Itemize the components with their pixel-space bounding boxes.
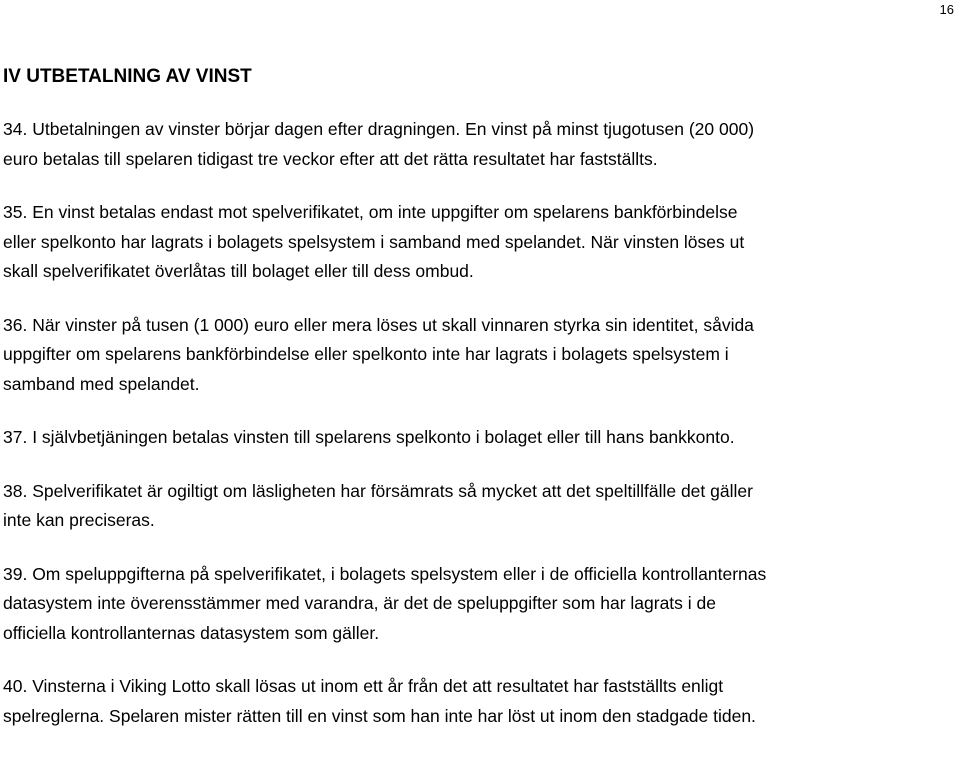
paragraph-35 [3,198,959,287]
paragraph-38 [3,477,959,536]
paragraph-line: eller spelkonto har lagrats i bolagets spelsystem i samband med spelandet. När vinsten löses ut [3,231,745,252]
paragraph-line: 34. Utbetalningen av vinster börjar dagen efter dragningen. En vinst på minst tjugotusen (20 000) [3,119,755,139]
paragraph-line: spelreglerna. Spelaren mister rätten till en vinst som han inte har löst ut inom den stadgade tiden. [3,705,756,726]
paragraph-line: datasystem inte överensstämmer med varandra, är det de speluppgifter som har lagrats i de [3,593,716,613]
paragraph-34 [3,115,959,174]
paragraph-37 [3,423,959,453]
section-heading: IV UTBETALNING AV VINST [3,66,252,87]
paragraph-line: 40. Vinsterna i Viking Lotto skall lösas ut inom ett år från det att resultatet har fastställts enligt [3,676,724,696]
paragraph-40 [3,672,959,731]
paragraph-line: officiella kontrollanternas datasystem som gäller. [3,622,380,643]
paragraph-line: 39. Om speluppgifterna på spelverifikatet, i bolagets spelsystem eller i de officiella kontrollanternas [3,563,767,584]
paragraph-line: 35. En vinst betalas endast mot spelverifikatet, om inte uppgifter om spelarens bankförbindelse [3,202,738,222]
paragraph-line: uppgifter om spelarens bankförbindelse eller spelkonto inte har lagrats i bolagets spelsystem i [3,344,729,364]
paragraph-line: 38. Spelverifikatet är ogiltigt om läsligheten har försämrats så mycket att det speltillfälle det gäller [3,480,753,501]
paragraph-line: samband med spelandet. [3,373,200,394]
paragraph-line: euro betalas till spelaren tidigast tre veckor efter att det rätta resultatet har fastställts. [3,148,658,169]
paragraph-36 [3,311,959,400]
paragraph-line: skall spelverifikatet överlåtas till bolaget eller till dess ombud. [3,261,474,281]
paragraph-line: 36. När vinster på tusen (1 000) euro eller mera löses ut skall vinnaren styrka sin identitet, såvida [3,314,754,335]
paragraph-line: inte kan preciseras. [3,510,155,530]
document-body [3,62,959,755]
paragraph-39 [3,560,959,649]
paragraph-line: 37. I självbetjäningen betalas vinsten till spelarens spelkonto i bolaget eller till hans bankkonto. [3,427,735,447]
page-number: 16 [939,2,954,17]
